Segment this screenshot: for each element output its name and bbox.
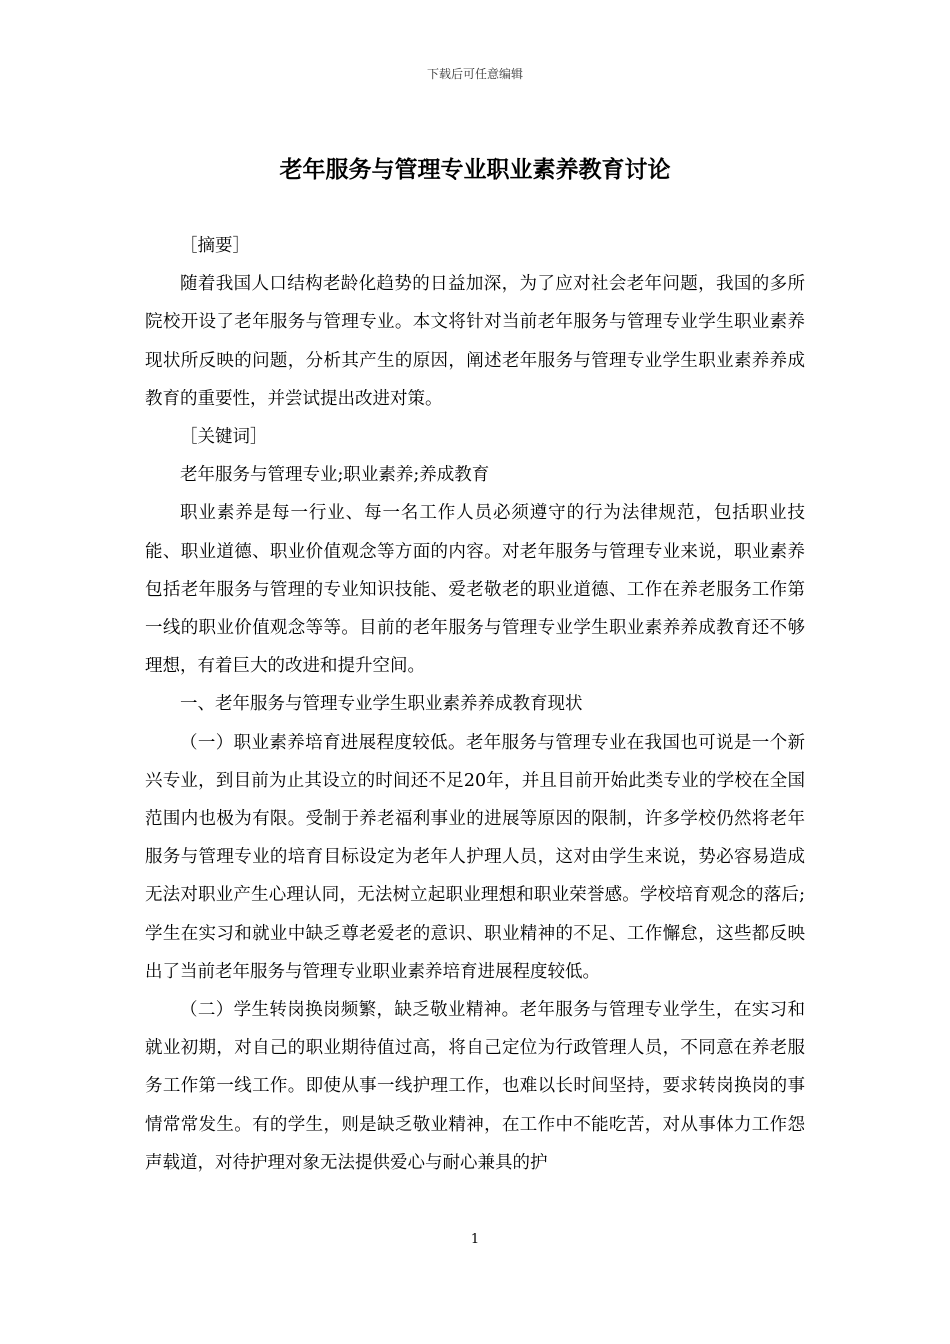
- abstract-paragraph: 随着我国人口结构老龄化趋势的日益加深，为了应对社会老年问题，我国的多所院校开设了老年服务与管理专业。本文将针对当前老年服务与管理专业学生职业素养现状所反映的问题，分析其产生的原因，阐述老年服务与管理专业学生职业素养养成教育的重要性，并尝试提出改进对策。: [145, 274, 805, 409]
- page-header: 下载后可任意编辑: [426, 67, 523, 81]
- document-title: 老年服务与管理专业职业素养教育讨论: [279, 157, 671, 183]
- abstract-heading: ［摘要］: [180, 236, 250, 256]
- keywords-heading: ［关键词］: [180, 427, 268, 448]
- body-paragraph: （二）学生转岗换岗频繁，缺乏敬业精神。老年服务与管理专业学生，在实习和就业初期，对自己的职业期待值过高，将自己定位为行政管理人员，不同意在养老服务工作第一线工作。即使从事一线护理工作，也难以长时间坚持，要求转岗换岗的事情常常发生。有的学生，则是缺乏敬业精神，在工作中不能吃苦，对从事体力工作怨声载道，对待护理对象无法提供爱心与耐心兼具的护: [145, 1000, 805, 1173]
- page-number: 1: [470, 1232, 480, 1247]
- section-heading-1: 一、老年服务与管理专业学生职业素养养成教育现状: [180, 694, 583, 715]
- keywords-paragraph: 老年服务与管理专业;职业素养;养成教育: [180, 465, 490, 486]
- document-body: [145, 227, 805, 1182]
- body-paragraph: （一）职业素养培育进展程度较低。老年服务与管理专业在我国也可说是一个新兴专业，到目前为止其设立的时间还不足20年，并且目前开始此类专业的学校在全国范围内也极为有限。受制于养老福利事业的进展等原因的限制，许多学校仍然将老年服务与管理专业的培育目标设定为老年人护理人员，这对由学生来说，势必容易造成无法对职业产生心理认同，无法树立起职业理想和职业荣誉感。学校培育观念的落后;学生在实习和就业中缺乏尊老爱老的意识、职业精神的不足、工作懈怠，这些都反映出了当前老年服务与管理专业职业素养培育进展程度较低。: [145, 732, 805, 982]
- intro-paragraph: 职业素养是每一行业、每一名工作人员必须遵守的行为法律规范，包括职业技能、职业道德、职业价值观念等方面的内容。对老年服务与管理专业来说，职业素养包括老年服务与管理的专业知识技能、爱老敬老的职业道德、工作在养老服务工作第一线的职业价值观念等等。目前的老年服务与管理专业学生职业素养养成教育还不够理想，有着巨大的改进和提升空间。: [145, 503, 805, 677]
